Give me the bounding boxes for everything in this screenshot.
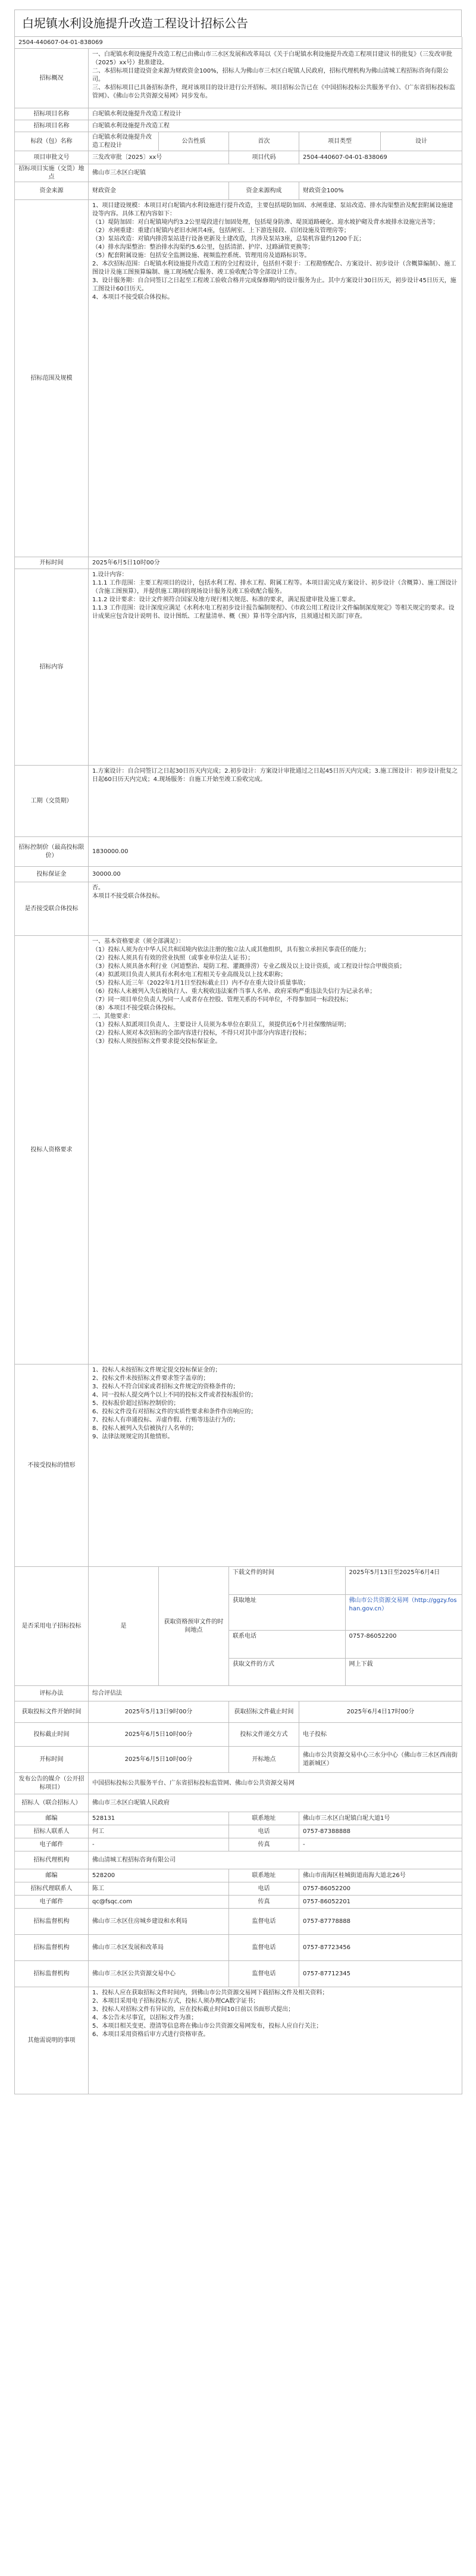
project-name-value: 白坭镇水利设施提升改造工程设计 [89,108,462,120]
fax-value: - [299,1838,462,1851]
price-label: 招标控制价（最高投标限价） [15,837,89,867]
doc-get-key: 获取地址 [229,1595,346,1631]
agency-label: 招标代理机构 [15,1851,89,1869]
agency-value: 佛山清城工程招标咨询有限公司 [89,1851,462,1869]
other-text: 1、投标人应在获取招标文件时间内，到佛山市公共资源交易网下载招标文件及相关资料； 2、本项目采用电子招标投标方式，投标人须办理CA数字证书； 3、投标人对招标文件有异议的，应在投标截止时间10日前以书面形式提出； 4、本公告未尽事宜，以招标文件为准； 5、本项目相关变更、澄清等信息将在佛山市公共资源交易网发布，投标人应自行关注； 6、本项目采用资格后审方式进行资格审查。 [89,1987,462,2094]
supervisor-phone-label-3: 监督电话 [229,1961,299,1987]
contact-label: 招标人联系人 [15,1825,89,1838]
project-type-label: 项目类型 [299,132,381,151]
supervisor-label-2: 招标监督机构 [15,1935,89,1961]
doc-get-table [229,1567,462,1686]
project-code-label: 项目代码 [229,151,299,164]
phone-label: 电话 [229,1825,299,1838]
union-text: 否。 本项目不接受联合体投标。 [89,882,462,936]
supervisor-label: 招标监督机构 [15,1909,89,1935]
open-time-label: 开标时间 [15,1747,89,1773]
fund-composition-label: 资金来源构成 [229,182,299,200]
fund-composition-value: 财政资金100% [299,182,462,200]
doc-get-key: 联系电话 [229,1631,346,1659]
content-text: 1.设计内容： 1.1.1 工作范围：主要工程项目的设计，包括水利工程、排水工程、附属工程等。本项目需完成方案设计、初步设计（含概算）、施工图设计（含施工图预算），并提供施工期间的现场设计服务及竣工验收配合服务。 1.1.2 设计要求：设计文件须符合国家及地方现行相关规范、标准的要求，满足报建审批及施工要求。 1.1.3 工作范围：设计深度应满足《水利水电工程初步设计报告编制规程》、《市政公用工程设计文件编制深度规定》等相关规定的要求。设计成果应包含设计说明书、设计图纸、工程量清单、概（预）算书等全部内容，且须通过相关部门审查。 [89,569,462,766]
agency-address-label: 联系地址 [229,1869,299,1882]
project-id-line: 2504-440607-04-01-838069 [15,37,462,49]
supervisor-phone-value-3: 0757-87712345 [299,1961,462,1987]
postcode-value: 528131 [89,1812,229,1825]
opendate-value: 2025年6月5日10时00分 [89,557,462,569]
period-text: 1.方案设计：自合同签订之日起30日历天内完成；2.初步设计：方案设计审批通过之日起45日历天内完成；3.施工图设计：初步设计批复之日起60日历天内完成；4.现场服务：自施工开始至竣工验收完成。 [89,766,462,837]
reject-label: 不接受投标的情形 [15,1365,89,1567]
project-name-label-2: 招标项目名称 [15,120,89,132]
reject-text: 1、投标人未按招标文件规定提交投标保证金的； 2、投标文件未按招标文件要求签字盖章的； 3、投标人不符合国家或者招标文件规定的资格条件的； 4、同一投标人提交两个以上不同的投标文件或者投标报价的； 5、投标报价超过招标控制价的； 6、投标文件没有对招标文件的实质性要求和条件作出响应的； 7、投标人有串通投标、弄虚作假、行贿等违法行为的； 8、投标人被列入失信被执行人名单的； 9、法律法规规定的其他情形。 [89,1365,462,1567]
doc-get-value: 2025年5月13日至2025年6月4日 [346,1567,462,1595]
notice-table [14,36,462,2094]
place-value: 佛山市三水区白坭镇 [89,164,462,182]
agency-fax-value: 0757-86052201 [299,1896,462,1909]
project-name-value-2: 白坭镇水利设施提升改造工程 [89,120,462,132]
agency-address-value: 佛山市南海区桂城街道南海大道北26号 [299,1869,462,1882]
get-end-value: 2025年6月4日17时00分 [299,1701,462,1723]
deposit-value: 30000.00 [89,867,462,882]
profile-label: 招标概况 [15,49,89,108]
postcode-label: 邮编 [15,1812,89,1825]
place-label: 招标项目实施（交货）地点 [15,164,89,182]
media-value: 中国招标投标公共服务平台、广东省招标投标监管网、佛山市公共资源交易网 [89,1773,462,1794]
approval-label: 项目审批文号 [15,151,89,164]
project-code-value: 2504-440607-04-01-838069 [299,151,462,164]
section-value: 白坭镇水利设施提升改造工程设计 [89,132,159,151]
qualification-label: 投标人资格要求 [15,936,89,1365]
agency-contact-label: 招标代理联系人 [15,1882,89,1896]
doc-get-label: 获取资格预审文件的时间地点 [159,1567,229,1686]
tenderer-value: 佛山市三水区白坭镇人民政府 [89,1794,462,1812]
profile-text: 一、白坭镇水利设施提升改造工程已由佛山市三水区发展和改革局以《关于白坭镇水利设施提升改造工程项目建议书的批复》（三发改审批（2025）xx号）批准建设。 二、本招标项目建设资金来源为财政资金100%，招标人为佛山市三水区白坭镇人民政府，招标代理机构为佛山清城工程招标咨询有限公司。 三、本招标项目已具备招标条件，现对该项目的设计进行公开招标。项目招标公告已在《中国招标投标公共服务平台》、《广东省招标投标监管网》、《佛山市公共资源交易网》同步发布。 [89,49,462,108]
get-end-label: 获取招标文件截止时间 [229,1701,299,1723]
supervisor-label-3: 招标监督机构 [15,1961,89,1987]
submit-method-value: 电子投标 [299,1723,462,1747]
fax-label: 传真 [229,1838,299,1851]
deposit-label: 投标保证金 [15,867,89,882]
opendate-label: 开标时间 [15,557,89,569]
section-label: 标段（包）名称 [15,132,89,151]
union-label: 是否接受联合体投标 [15,882,89,936]
notice-type-value: 首次 [229,132,299,151]
online-label: 是否采用电子招标投标 [15,1567,89,1686]
agency-phone-value: 0757-86052200 [299,1882,462,1896]
page-title: 白坭镇水利设施提升改造工程设计招标公告 [14,10,462,36]
email-label: 电子邮件 [15,1838,89,1851]
doc-get-key: 获取文件的方式 [229,1659,346,1686]
doc-get-value: 0757-86052200 [346,1631,462,1659]
agency-postcode-value: 528200 [89,1869,229,1882]
contact-value: 何工 [89,1825,229,1838]
other-label: 其他需说明的事项 [15,1987,89,2094]
open-place-value: 佛山市公共资源交易中心三水分中心（佛山市三水区西南街道新城区） [299,1747,462,1773]
project-type-value: 设计 [381,132,462,151]
scope-text: 1、项目建设规模：本项目对白坭镇内水利设施进行提升改造，主要包括堤防加固、水闸重建、泵站改造、排水沟渠整治及配套附属设施建设等内容。具体工程内容如下： （1）堤防加固：对白坭镇境内约3.2公里堤段进行加固处理，包括堤身防渗、堤顶道路硬化、迎水坡护砌及背水坡排水设施完善等； （2）水闸重建：重建白坭镇内老旧水闸共4座，包括闸室、上下游连接段、启闭设施及管理房等； （3）泵站改造：对镇内排涝泵站进行设备更新及土建改造，共涉及泵站3座，总装机容量约1200千瓦； （4）排水沟渠整治：整治排水沟渠约5.6公里，包括清淤、护岸、过路涵管更换等； （5）配套附属设施：包括安全监测设施、视频监控系统、管理用房及道路标识等。 2、本次招标范围：白坭镇水利设施提升改造工程的全过程设计，包括但不限于：工程勘察配合、方案设计、初步设计（含概算编制）、施工图设计及施工图预算编制、施工现场配合服务、竣工验收配合等全部设计工作。 3、设计服务期：自合同签订之日起至工程竣工验收合格并完成保修期内的设计服务为止。其中方案设计30日历天，初步设计45日历天，施工图设计60日历天。 4、本项目不接受联合体投标。 [89,200,462,557]
method-value: 综合评估法 [89,1686,462,1701]
doc-get-link[interactable]: 佛山市公共资源交易网（http://ggzy.foshan.gov.cn） [346,1595,462,1631]
submit-method-label: 投标文件递交方式 [229,1723,299,1747]
fund-value: 财政资金 [89,182,229,200]
supervisor-value: 佛山市三水区住房城乡建设和水利局 [89,1909,229,1935]
address-label: 联系地址 [229,1812,299,1825]
period-label: 工期（交货期） [15,766,89,837]
online-value: 是 [89,1567,159,1686]
method-label: 评标办法 [15,1686,89,1701]
notice [14,10,462,2094]
supervisor-value-3: 佛山市三水区公共资源交易中心 [89,1961,229,1987]
project-name-label: 招标项目名称 [15,108,89,120]
notice-type-label: 公告性质 [159,132,229,151]
doc-get-key: 下载文件的时间 [229,1567,346,1595]
supervisor-phone-label-2: 监督电话 [229,1935,299,1961]
scope-label: 招标范围及规模 [15,200,89,557]
address-value: 佛山市三水区白坭镇白坭大道1号 [299,1812,462,1825]
doc-get-value: 网上下载 [349,1660,373,1668]
open-time-value: 2025年6月5日10时00分 [89,1747,229,1773]
tenderer-label: 招标人（联合招标人） [15,1794,89,1812]
get-start-label: 获取投标文件开始时间 [15,1701,89,1723]
qualification-text: 一、基本资格要求（须全部满足）： （1）投标人须为在中华人民共和国境内依法注册的独立法人或其他组织，具有独立承担民事责任的能力； （2）投标人须具有有效的营业执照（或事业单位法人证书）； （3）投标人须具备水利行业（河道整治、堤防工程、灌溉排涝）专业乙级及以上设计资质，或工程设计综合甲级资质； （4）拟派项目负责人须具有水利水电工程相关专业高级及以上技术职称； （5）投标人近三年（2022年1月1日至投标截止日）内不存在重大设计质量事故； （6）投标人未被列入失信被执行人、重大税收违法案件当事人名单、政府采购严重违法失信行为记录名单； （7）同一项目单位负责人为同一人或者存在控股、管理关系的不同单位，不得参加同一标段投标； （8）本项目不接受联合体投标。 二、其他要求： （1）投标人拟派项目负责人、主要设计人员须为本单位在职员工，须提供近6个月社保缴纳证明； （2）投标人须对本次招标的全部内容进行投标，不得只对其中部分内容进行投标； （3）投标人须按招标文件要求提交投标保证金。 [89,936,462,1365]
fund-label: 资金来源 [15,182,89,200]
content-label: 招标内容 [15,569,89,766]
agency-contact-value: 陈工 [89,1882,229,1896]
supervisor-value-2: 佛山市三水区发展和改革局 [89,1935,229,1961]
agency-phone-label: 电话 [229,1882,299,1896]
agency-email-value: qc@fsqc.com [89,1896,229,1909]
media-label: 发布公告的媒介（公开招标项目） [15,1773,89,1794]
open-place-label: 开标地点 [229,1747,299,1773]
price-value: 1830000.00 [89,837,462,867]
supervisor-phone-value: 0757-87778888 [299,1909,462,1935]
agency-email-label: 电子邮件 [15,1896,89,1909]
agency-postcode-label: 邮编 [15,1869,89,1882]
supervisor-phone-label: 监督电话 [229,1909,299,1935]
get-start-value: 2025年5月13日9时00分 [89,1701,229,1723]
phone-value: 0757-87388888 [299,1825,462,1838]
supervisor-phone-value-2: 0757-87723456 [299,1935,462,1961]
deadline-value: 2025年6月5日10时00分 [89,1723,229,1747]
agency-fax-label: 传真 [229,1896,299,1909]
deadline-label: 投标截止时间 [15,1723,89,1747]
approval-value: 三发改审批〔2025〕xx号 [89,151,229,164]
email-value: - [89,1838,229,1851]
